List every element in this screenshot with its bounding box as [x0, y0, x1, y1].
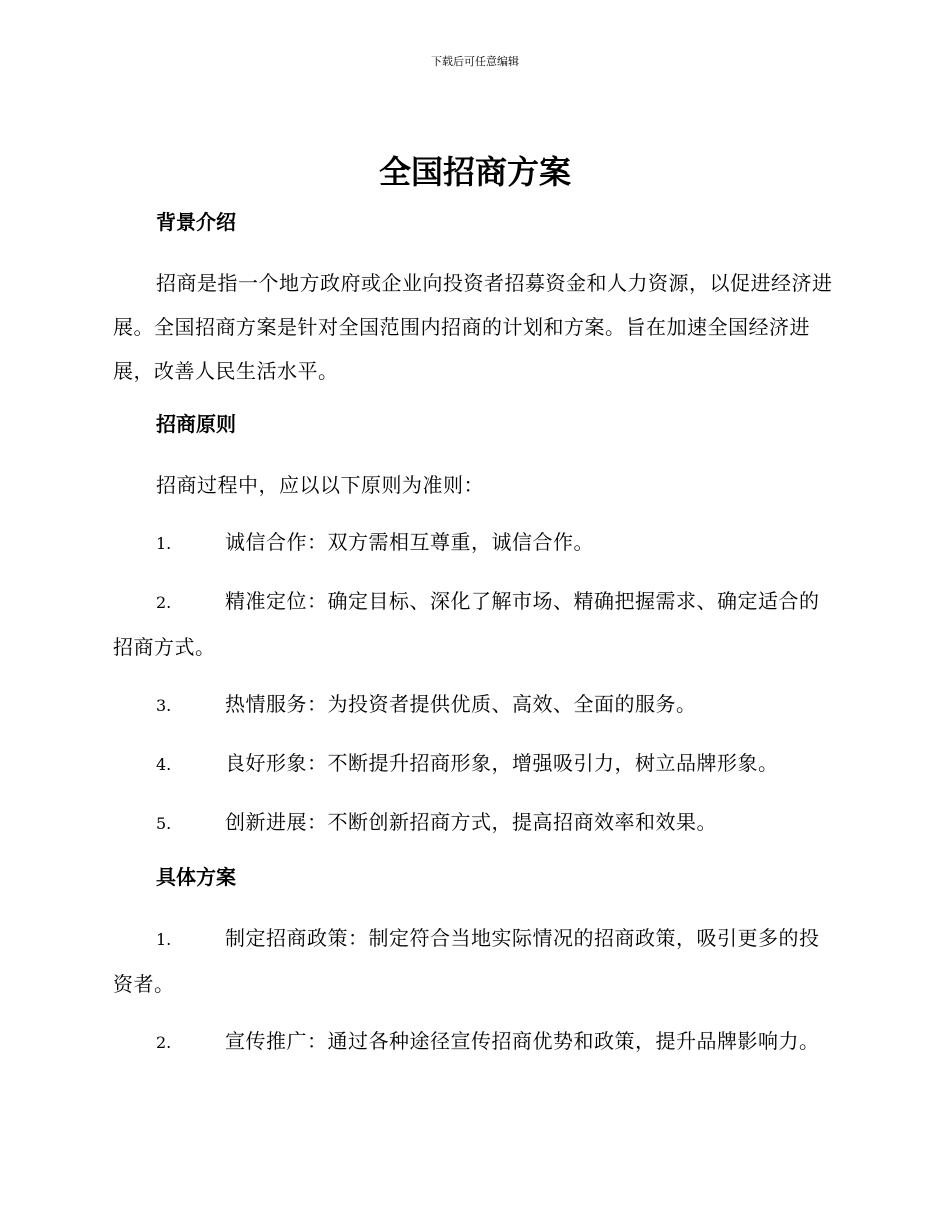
- item-number: 5.: [156, 814, 172, 833]
- item-number: 2.: [156, 593, 172, 612]
- item-text: 良好形象：不断提升招商形象，增强吸引力，树立品牌形象。: [225, 751, 779, 775]
- item-number: 1.: [156, 930, 172, 949]
- background-paragraph: 招商是指一个地方政府或企业向投资者招募资金和人力资源，以促进经济进展。全国招商方案是针对全国范围内招商的计划和方案。旨在加速全国经济进展，改善人民生活水平。: [113, 271, 833, 383]
- section-heading-principles: 招商原则: [156, 412, 236, 436]
- document-body: [113, 204, 833, 1078]
- principle-item: [113, 579, 833, 669]
- item-text: 热情服务：为投资者提供优质、高效、全面的服务。: [225, 692, 697, 716]
- document-title: 全国招商方案: [378, 153, 571, 191]
- item-text: 宣传推广：通过各种途径宣传招商优势和政策，提升品牌影响力。: [225, 1029, 820, 1053]
- item-number: 3.: [156, 696, 172, 715]
- item-text: 诚信合作：双方需相互尊重，诚信合作。: [225, 530, 594, 554]
- item-text: 创新进展：不断创新招商方式，提高招商效率和效果。: [225, 810, 717, 834]
- principle-item: [113, 682, 833, 728]
- item-number: 4.: [156, 755, 172, 774]
- header-note: 下载后可任意编辑: [431, 55, 519, 68]
- item-number: 2.: [156, 1033, 172, 1052]
- section-heading-background: 背景介绍: [156, 210, 236, 234]
- section-heading-plan: 具体方案: [156, 865, 236, 889]
- item-text: 精准定位：确定目标、深化了解市场、精确把握需求、确定适合的招商方式。: [113, 589, 820, 659]
- item-text: 制定招商政策：制定符合当地实际情况的招商政策，吸引更多的投资者。: [113, 926, 820, 996]
- item-number: 1.: [156, 534, 172, 553]
- principle-item: [113, 520, 833, 566]
- principle-item: [113, 800, 833, 846]
- principles-intro: 招商过程中，应以以下原则为准则：: [156, 473, 484, 497]
- plan-item: [113, 916, 833, 1006]
- principle-item: [113, 741, 833, 787]
- plan-item: [113, 1019, 833, 1065]
